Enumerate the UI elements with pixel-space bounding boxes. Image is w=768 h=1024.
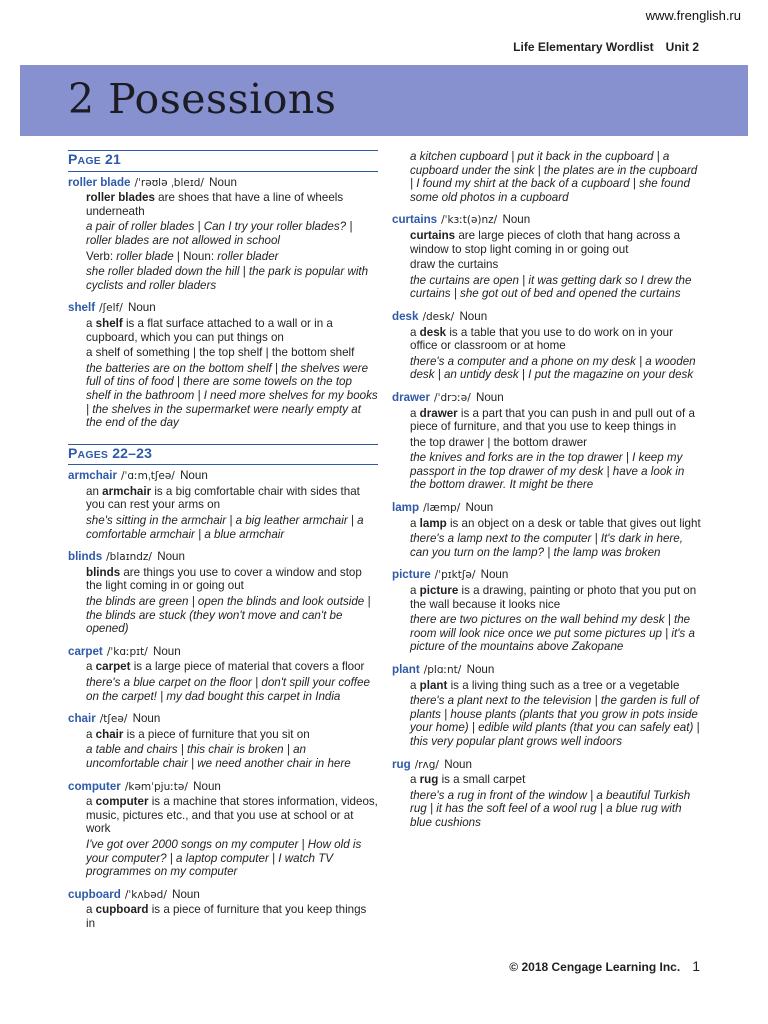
page-title: 2 Posessions bbox=[68, 75, 337, 123]
headword: picture bbox=[392, 568, 431, 582]
headword: carpet bbox=[68, 644, 103, 658]
pronunciation: /ʃelf/ bbox=[99, 302, 123, 315]
pronunciation: /ˈrəʊlə ˌbleɪd/ bbox=[134, 176, 204, 189]
entry-cupboard bbox=[68, 888, 378, 931]
examples: the curtains are open | it was getting dark so I drew the curtains | she got out of bed and opened the curtains bbox=[410, 273, 692, 301]
part-of-speech: Noun bbox=[157, 550, 185, 564]
pronunciation: /ˈkɑːpɪt/ bbox=[106, 645, 148, 658]
examples: she roller bladed down the hill | the park is popular with cyclists and roller bladers bbox=[86, 265, 369, 292]
part-of-speech: Noun bbox=[466, 663, 495, 676]
entry-desk bbox=[392, 310, 702, 382]
pronunciation: /tʃeə/ bbox=[99, 713, 128, 726]
copyright-notice: © 2018 Cengage Learning Inc. bbox=[509, 960, 681, 974]
collocations: draw the curtains bbox=[410, 258, 499, 272]
part-of-speech: Noun bbox=[172, 887, 200, 901]
pronunciation: /ˈɑːmˌtʃeə/ bbox=[120, 470, 175, 483]
definition: a lamp is an object on a desk or table that gives out light bbox=[410, 516, 701, 530]
part-of-speech: Noun bbox=[459, 309, 488, 323]
pronunciation: /rʌg/ bbox=[414, 758, 439, 771]
definition: a rug is a small carpet bbox=[410, 773, 526, 787]
examples: there's a plant next to the television | the garden is full of plants | house plants (plants that you grow in pots inside your home) | edible wild plants (that you can safely eat) | this very popular plant grows well indoors bbox=[410, 694, 700, 748]
headword: desk bbox=[392, 309, 419, 323]
examples: she's sitting in the armchair | a big leather armchair | a comfortable armchair | a blue armchair bbox=[86, 514, 364, 541]
examples: there are two pictures on the wall behind my desk | the room will look nice once we put some pictures up | it's a picture of the mountains above Zakopane bbox=[410, 613, 695, 654]
headword: armchair bbox=[68, 469, 117, 483]
headword: drawer bbox=[392, 390, 431, 404]
headword: blinds bbox=[68, 550, 103, 564]
examples: there's a rug in front of the window | a beautiful Turkish rug | it has the soft feel of a wool rug | a blue rug with blue cushions bbox=[410, 788, 691, 829]
entry-chair bbox=[68, 712, 378, 770]
headword: plant bbox=[392, 663, 420, 676]
word-forms: Verb: roller blade | Noun: roller blader bbox=[86, 249, 279, 263]
examples: there's a lamp next to the computer | It's dark in here, can you turn on the lamp? | the lamp was broken bbox=[410, 532, 683, 559]
entry-blinds bbox=[68, 550, 378, 636]
right-column bbox=[392, 150, 702, 839]
headword: roller blade bbox=[68, 175, 131, 189]
part-of-speech: Noun bbox=[444, 757, 472, 771]
headword: computer bbox=[68, 779, 121, 793]
entry-plant bbox=[392, 663, 702, 749]
examples: a pair of roller blades | Can I try your roller blades? | roller blades are not allowed in school bbox=[86, 220, 353, 247]
definition: a drawer is a part that you can push in and pull out of a piece of furniture, and that you use to keep things in bbox=[410, 406, 695, 434]
left-column bbox=[68, 150, 378, 940]
definition: a cupboard is a piece of furniture that you keep things in bbox=[86, 903, 367, 930]
entry-computer bbox=[68, 780, 378, 879]
headword: cupboard bbox=[68, 887, 121, 901]
entry-curtains bbox=[392, 213, 702, 301]
page-number: 1 bbox=[692, 958, 700, 974]
definition: a plant is a living thing such as a tree or a vegetable bbox=[410, 678, 680, 692]
pronunciation: /ˈkɜːt(ə)nz/ bbox=[441, 214, 498, 227]
part-of-speech: Noun bbox=[480, 568, 509, 582]
collocations: the top drawer | the bottom drawer bbox=[410, 435, 588, 449]
part-of-speech: Noun bbox=[152, 644, 181, 658]
definition: a computer is a machine that stores information, videos, music, pictures etc., and that you use at school or at work bbox=[86, 795, 378, 836]
definition: an armchair is a big comfortable chair with sides that you can rest your arms on bbox=[86, 484, 360, 512]
entry-drawer bbox=[392, 391, 702, 492]
definition: curtains are large pieces of cloth that hang across a window to stop light coming in or going out bbox=[410, 228, 681, 256]
entry-carpet bbox=[68, 645, 378, 703]
part-of-speech: Noun bbox=[127, 301, 156, 315]
page-footer bbox=[509, 958, 700, 974]
examples: the knives and forks are in the top drawer | I keep my passport in the top drawer of my desk | have a look in the bottom drawer. It might be there bbox=[410, 451, 685, 492]
headword: curtains bbox=[392, 213, 438, 227]
part-of-speech: Noun bbox=[180, 469, 208, 483]
entry-roller-blade bbox=[68, 176, 378, 293]
definition: a shelf is a flat surface attached to a wall or in a cupboard, which you can put things on bbox=[86, 316, 333, 344]
definition: a desk is a table that you use to do work on in your office or classroom or at home bbox=[410, 325, 673, 353]
entry-rug bbox=[392, 758, 702, 830]
examples: there's a computer and a phone on my desk | a wooden desk | an untidy desk | I put the magazine on your desk bbox=[410, 354, 696, 382]
definition: a picture is a drawing, painting or photo that you put on the wall because it looks nice bbox=[410, 584, 697, 611]
headword: lamp bbox=[392, 501, 420, 515]
pronunciation: /plɑːnt/ bbox=[423, 664, 462, 676]
entry-shelf bbox=[68, 301, 378, 429]
definition: blinds are things you use to cover a window and stop the light coming in or going out bbox=[86, 565, 362, 593]
examples: I've got over 2000 songs on my computer | How old is your computer? | a laptop computer | I watch TV programmes on my computer bbox=[86, 837, 362, 879]
entry-armchair bbox=[68, 469, 378, 541]
part-of-speech: Noun bbox=[475, 390, 504, 404]
headword: rug bbox=[392, 757, 411, 771]
headword: chair bbox=[68, 712, 96, 726]
section-heading-pages-22-23: PAGES 22–23 bbox=[68, 444, 378, 466]
section-heading-page-21: PAGE 21 bbox=[68, 150, 378, 172]
part-of-speech: Noun bbox=[132, 712, 161, 726]
unit-label: Unit 2 bbox=[665, 40, 699, 54]
running-header bbox=[513, 40, 699, 54]
collocations: a shelf of something | the top shelf | the bottom shelf bbox=[86, 346, 355, 360]
pronunciation: /ˈdrɔːə/ bbox=[434, 391, 471, 404]
examples: a table and chairs | this chair is broken | an uncomfortable chair | we need another chair in here bbox=[86, 743, 351, 770]
definition: a chair is a piece of furniture that you sit on bbox=[86, 727, 310, 741]
book-title: Life Elementary Wordlist bbox=[513, 40, 654, 54]
pronunciation: /ˈpɪktʃə/ bbox=[434, 569, 476, 582]
title-banner bbox=[20, 65, 748, 136]
pronunciation: /ˈkʌbəd/ bbox=[124, 888, 167, 901]
definition: roller blades are shoes that have a line of wheels underneath bbox=[86, 191, 344, 218]
pronunciation: /kəmˈpjuːtə/ bbox=[124, 780, 188, 793]
part-of-speech: Noun bbox=[465, 501, 494, 515]
pronunciation: /blaɪndz/ bbox=[106, 551, 152, 564]
part-of-speech: Noun bbox=[193, 779, 221, 793]
headword: shelf bbox=[68, 301, 96, 315]
examples: the batteries are on the bottom shelf | the shelves were full of tins of food | there are some towels on the top shelf in the bathroom | I need more shelves for my books | the shelves in the supermarket were nearly empty at the end of the day bbox=[86, 361, 378, 430]
pronunciation: /læmp/ bbox=[423, 502, 461, 515]
entry-picture bbox=[392, 568, 702, 654]
entry-lamp bbox=[392, 501, 702, 559]
part-of-speech: Noun bbox=[502, 213, 531, 227]
definition: a carpet is a large piece of material that covers a floor bbox=[86, 660, 365, 674]
website-url[interactable]: www.frenglish.ru bbox=[645, 8, 741, 23]
part-of-speech: Noun bbox=[209, 175, 237, 189]
cupboard-examples: a kitchen cupboard | put it back in the cupboard | a cupboard under the sink | the plates are in the cupboard | I found my shirt at the back of a cupboard | she found some old photos in a cupboard bbox=[410, 150, 698, 204]
pronunciation: /desk/ bbox=[422, 310, 455, 323]
examples: there's a blue carpet on the floor | don't spill your coffee on the carpet! | my dad bought this carpet in India bbox=[86, 676, 370, 703]
examples: the blinds are green | open the blinds and look outside | the blinds are stuck (they won't move and can't be opened) bbox=[86, 595, 371, 636]
